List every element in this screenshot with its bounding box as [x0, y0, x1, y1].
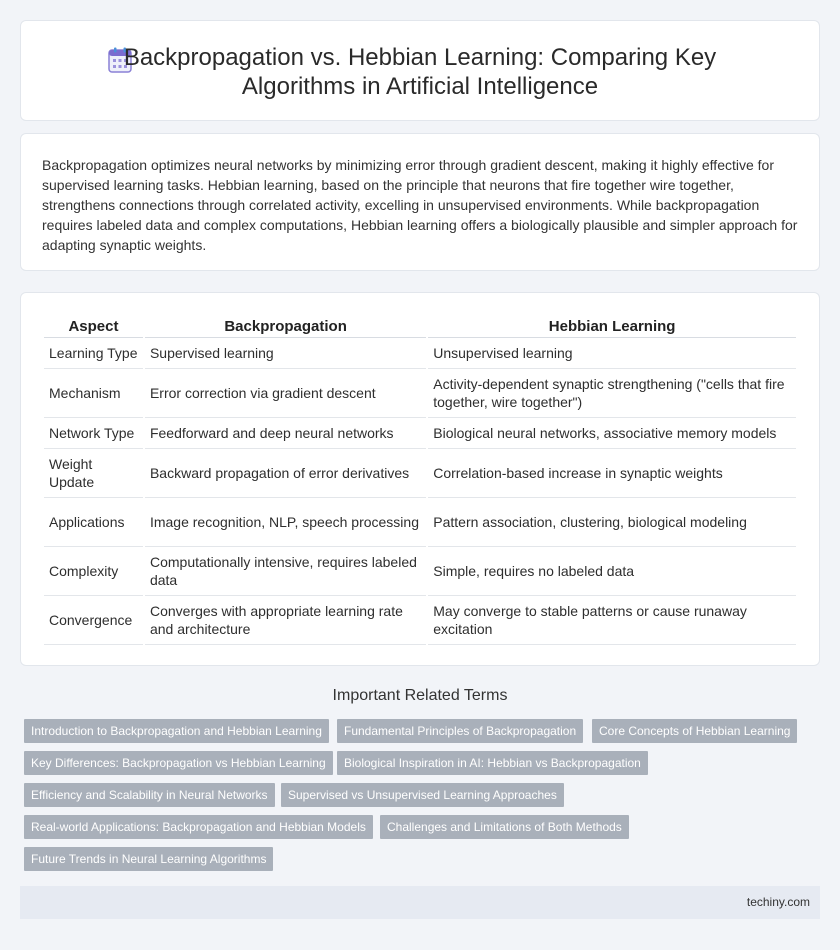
- table-cell: Applications: [44, 498, 143, 547]
- comparison-table: [42, 316, 798, 645]
- table-cell: Complexity: [44, 547, 143, 596]
- table-cell: Network Type: [44, 418, 143, 449]
- header-card: [20, 20, 820, 121]
- related-term-tag[interactable]: Core Concepts of Hebbian Learning: [592, 719, 797, 743]
- comparison-table-card: [20, 292, 820, 666]
- related-term-tag[interactable]: Efficiency and Scalability in Neural Networks: [24, 783, 275, 807]
- related-term-tag[interactable]: Key Differences: Backpropagation vs Hebbian Learning: [24, 751, 333, 775]
- table-row: [44, 596, 796, 645]
- footer-site-name[interactable]: techiny.com: [746, 895, 810, 909]
- table-cell: Learning Type: [44, 338, 143, 369]
- table-cell: Computationally intensive, requires labeled data: [145, 547, 426, 596]
- table-row: [44, 418, 796, 449]
- table-cell: Feedforward and deep neural networks: [145, 418, 426, 449]
- table-row: [44, 338, 796, 369]
- table-row: [44, 449, 796, 498]
- related-term-tag[interactable]: Supervised vs Unsupervised Learning Approaches: [281, 783, 564, 807]
- table-header-row: [44, 316, 796, 338]
- table-cell: Unsupervised learning: [428, 338, 796, 369]
- header-hebbian: Hebbian Learning: [428, 316, 796, 338]
- table-row: [44, 547, 796, 596]
- related-term-tag[interactable]: Fundamental Principles of Backpropagation: [337, 719, 583, 743]
- related-term-tag[interactable]: Real-world Applications: Backpropagation and Hebbian Models: [24, 815, 373, 839]
- table-cell: Image recognition, NLP, speech processing: [145, 498, 426, 547]
- related-term-tag[interactable]: Future Trends in Neural Learning Algorithms: [24, 847, 273, 871]
- table-row: [44, 369, 796, 418]
- table-cell: Biological neural networks, associative memory models: [428, 418, 796, 449]
- table-cell: Convergence: [44, 596, 143, 645]
- related-term-tag[interactable]: Introduction to Backpropagation and Hebbian Learning: [24, 719, 329, 743]
- table-cell: Supervised learning: [145, 338, 426, 369]
- table-row: [44, 498, 796, 547]
- related-term-tag[interactable]: Challenges and Limitations of Both Methods: [380, 815, 629, 839]
- table-cell: Simple, requires no labeled data: [428, 547, 796, 596]
- table-cell: Weight Update: [44, 449, 143, 498]
- table-cell: Error correction via gradient descent: [145, 369, 426, 418]
- table-cell: Pattern association, clustering, biological modeling: [428, 498, 796, 547]
- related-term-tag[interactable]: Biological Inspiration in AI: Hebbian vs Backpropagation: [337, 751, 648, 775]
- table-cell: Converges with appropriate learning rate and architecture: [145, 596, 426, 645]
- header-backpropagation: Backpropagation: [145, 316, 426, 338]
- table-cell: May converge to stable patterns or cause runaway excitation: [428, 596, 796, 645]
- page-title: Backpropagation vs. Hebbian Learning: Comparing Key Algorithms in Artificial Intelligence: [123, 44, 717, 100]
- header-aspect: Aspect: [44, 316, 143, 338]
- table-cell: Mechanism: [44, 369, 143, 418]
- related-terms-title: Important Related Terms: [332, 687, 508, 704]
- table-cell: Activity-dependent synaptic strengthening ("cells that fire together, wire together"): [428, 369, 796, 418]
- intro-paragraph: Backpropagation optimizes neural networks by minimizing error through gradient descent, making it highly effective for supervised learning tasks. Hebbian learning, based on the principle that neurons that fire together wire together, strengthens connections through correlated activity, excelling in unsupervised environments. While backpropagation requires labeled data and complex computations, Hebbian learning offers a biologically plausible and simpler approach for adapting synaptic weights.: [42, 157, 798, 253]
- footer: [20, 886, 820, 919]
- intro-card: [20, 133, 820, 271]
- table-cell: Backward propagation of error derivatives: [145, 449, 426, 498]
- table-cell: Correlation-based increase in synaptic weights: [428, 449, 796, 498]
